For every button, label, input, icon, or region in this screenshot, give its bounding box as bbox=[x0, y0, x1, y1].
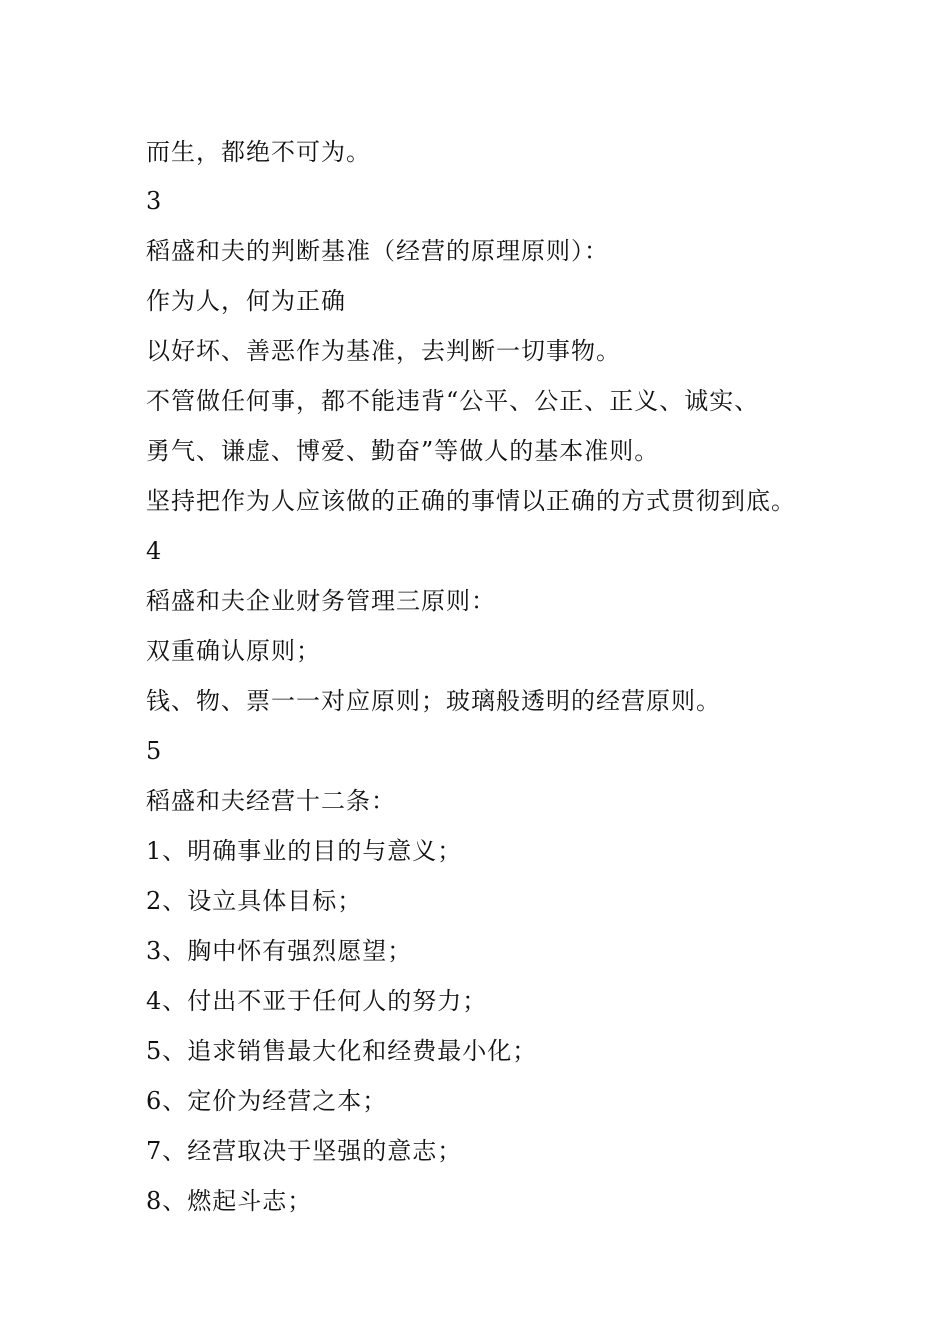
text-line: 双重确认原则； bbox=[146, 637, 321, 665]
list-item: 2、设立具体目标； bbox=[146, 887, 363, 915]
list-item: 8、燃起斗志； bbox=[146, 1187, 313, 1215]
section-heading: 稻盛和夫经营十二条： bbox=[146, 787, 396, 815]
list-item: 6、定价为经营之本； bbox=[146, 1087, 388, 1115]
text-line: 勇气、谦虚、博爱、勤奋”等做人的基本准则。 bbox=[146, 437, 660, 465]
list-item: 1、明确事业的目的与意义； bbox=[146, 837, 463, 865]
list-item: 7、经营取决于坚强的意志； bbox=[146, 1137, 463, 1165]
list-item: 4、付出不亚于任何人的努力； bbox=[146, 987, 488, 1015]
section-heading: 稻盛和夫的判断基准（经营的原理原则）： bbox=[146, 237, 609, 265]
text-line: 作为人，何为正确 bbox=[146, 287, 346, 315]
text-line: 钱、物、票一一对应原则；玻璃般透明的经营原则。 bbox=[146, 687, 721, 715]
list-item: 5、追求销售最大化和经费最小化； bbox=[146, 1037, 538, 1065]
section-number: 4 bbox=[146, 537, 163, 565]
section-number: 3 bbox=[146, 187, 163, 215]
text-line: 坚持把作为人应该做的正确的事情以正确的方式贯彻到底。 bbox=[146, 487, 796, 515]
section-heading: 稻盛和夫企业财务管理三原则： bbox=[146, 587, 496, 615]
list-item: 3、胸中怀有强烈愿望； bbox=[146, 937, 413, 965]
text-line: 而生，都绝不可为。 bbox=[146, 138, 371, 166]
text-line: 不管做任何事，都不能违背“公平、公正、正义、诚实、 bbox=[146, 387, 760, 415]
section-number: 5 bbox=[146, 737, 163, 765]
text-line: 以好坏、善恶作为基准，去判断一切事物。 bbox=[146, 337, 621, 365]
